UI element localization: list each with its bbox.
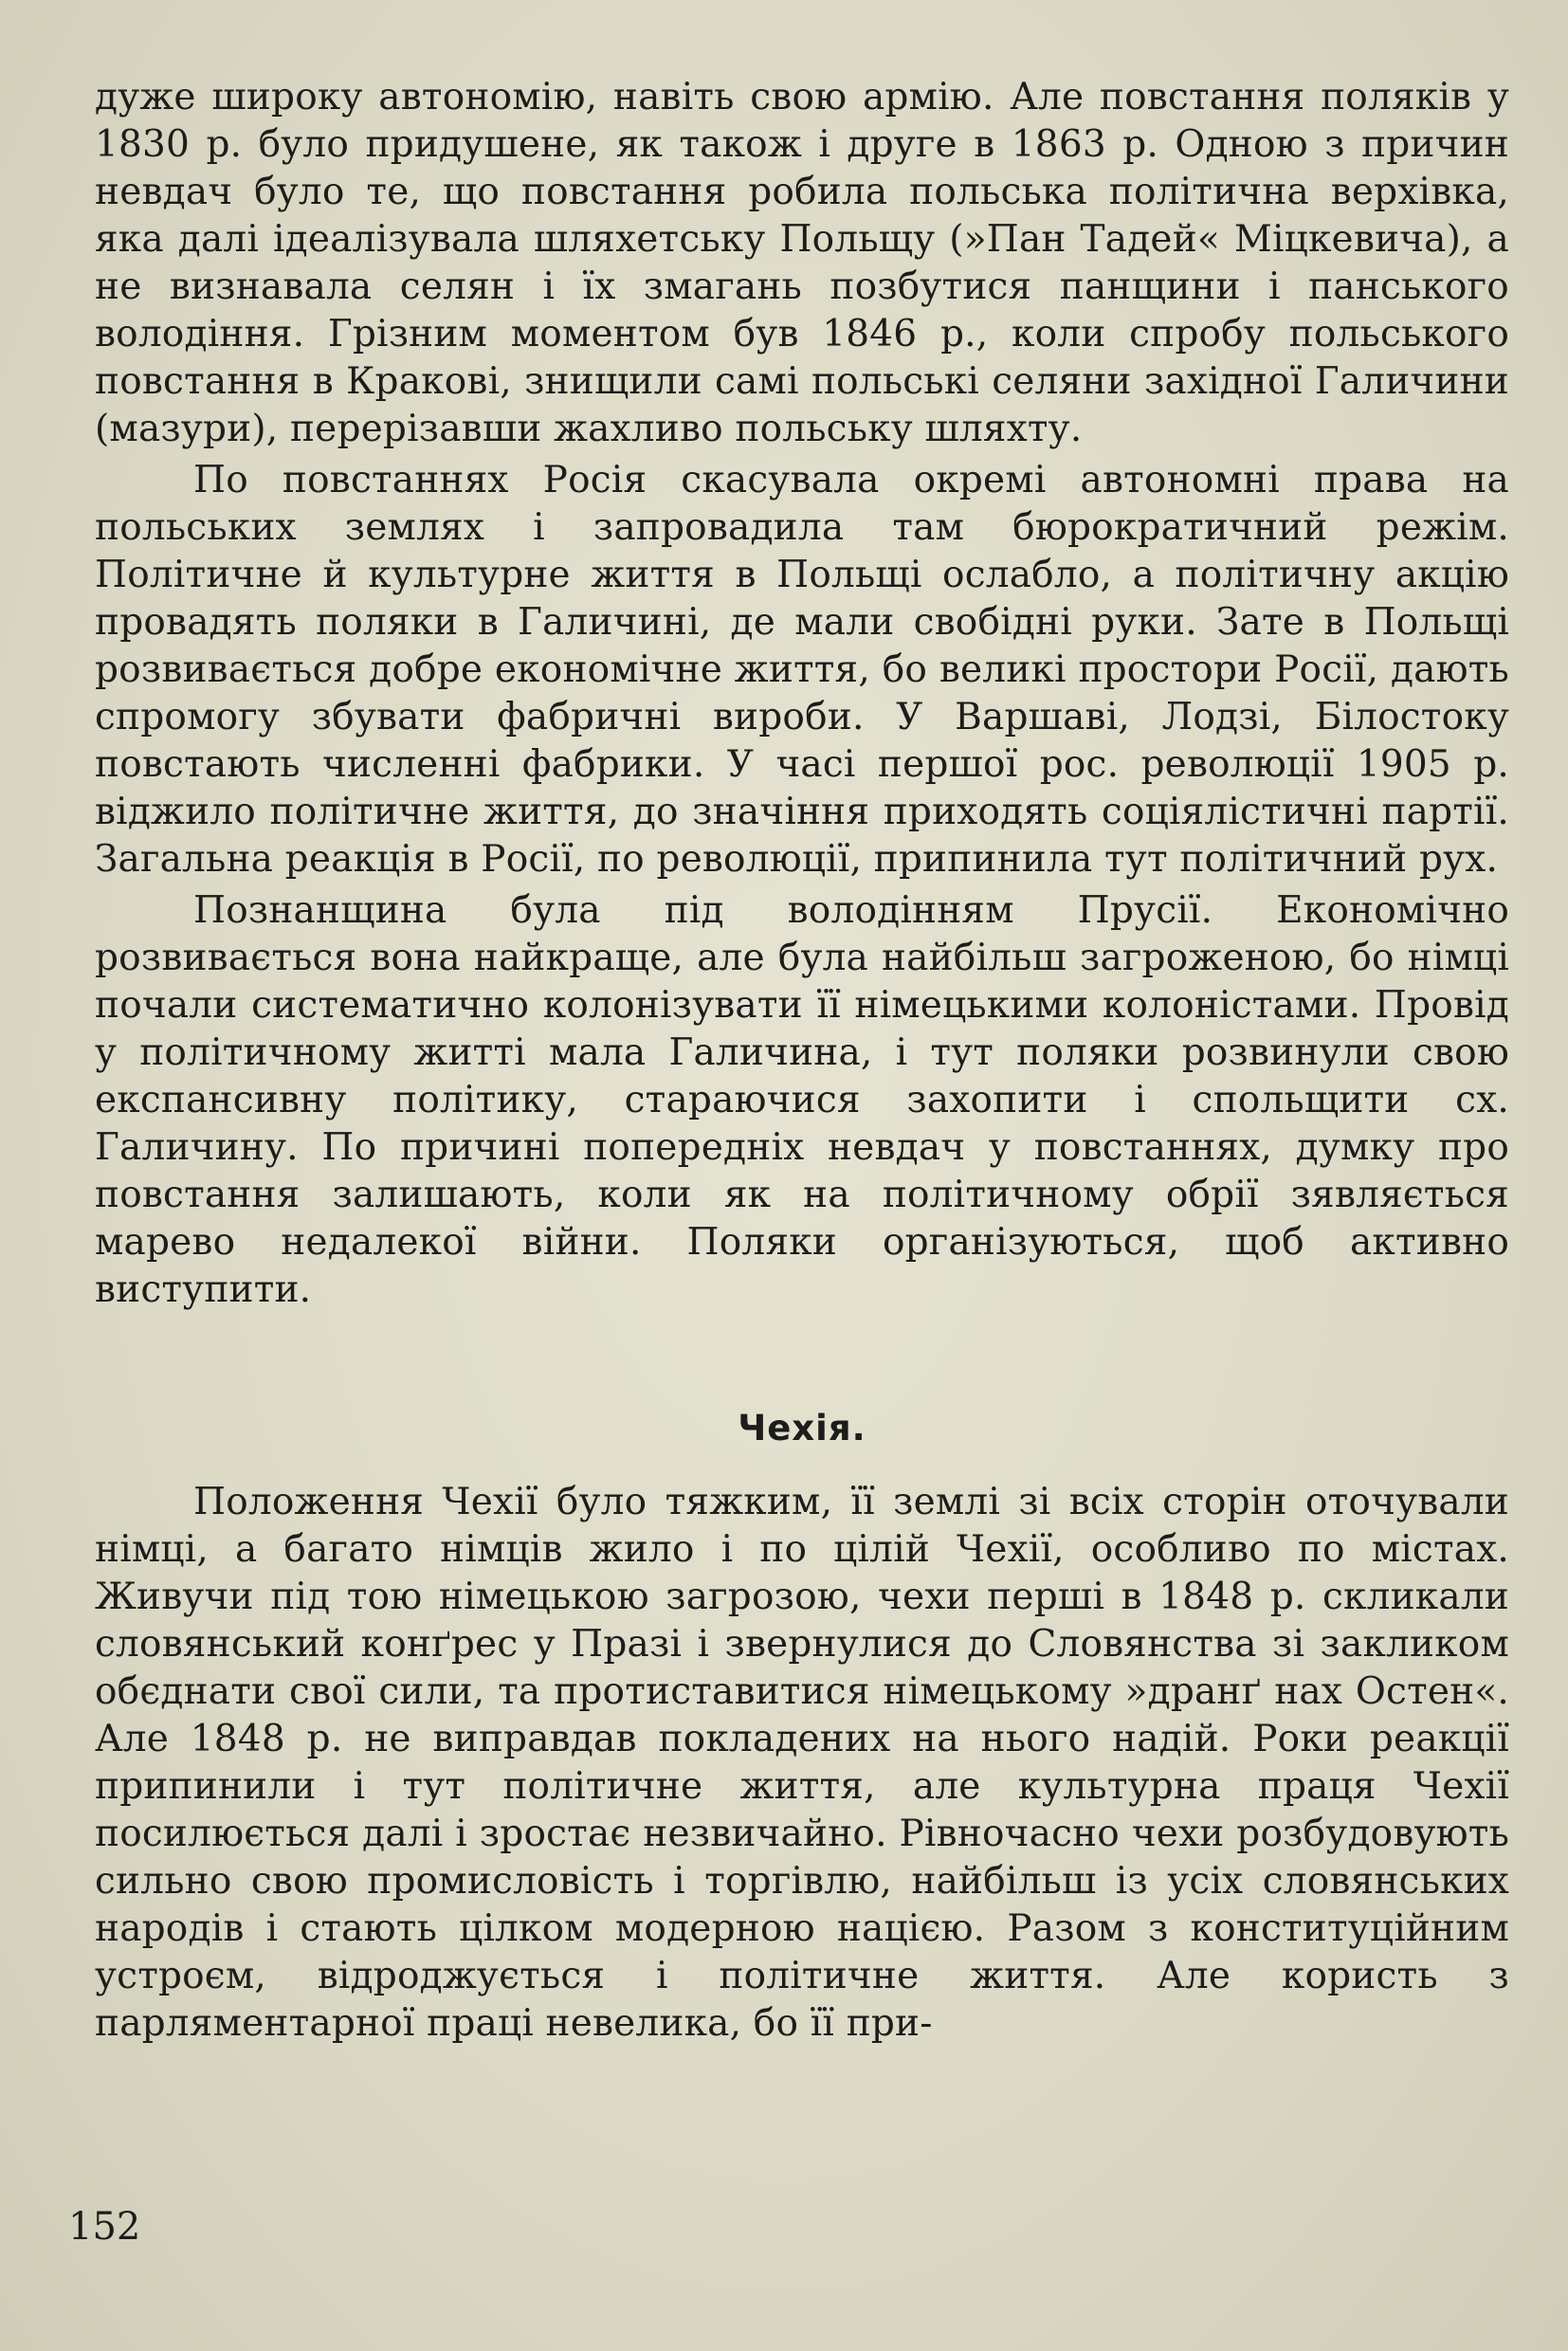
paragraph-czechia: Положення Чехії було тяжким, її землі зі всіх сторін оточували німці, а багато німців жило і по цілій Чехії, особливо по містах. Живучи під тою німецькою загрозою, чехи перші в 1848 р. скликали словянський конґрес у Празі і звернулися до Словянства зі закликом обєднати свої сили, та протиставитися німецькому »дранґ нах Остен«. Але 1848 р. не виправдав покладених на нього надій. Роки реакції припинили і тут політичне життя, але культурна праця Чехії посилюється далі і зростає незвичайно. Рівночасно чехи розбудовують сильно свою промисловість і торгівлю, найбільш із усіх словянських народів і стають цілком модерною нацією. Разом з конституційним устроєм, відроджується і політичне життя. Але користь з парляментарної праці невелика, бо її при- <box>95 1481 1509 2045</box>
section-heading: Чехія. <box>738 1408 866 1449</box>
page-number: 152 <box>68 2205 141 2249</box>
paragraph-poznan: Познанщина була під володінням Прусії. Економічно розвивається вона найкраще, але була найбільш загроженою, бо німці почали систематично колонізувати її німецькими колоністами. Провід у політичному житті мала Галичина, і тут поляки розвинули свою експансивну політику, стараючися захопити і спольщити сх. Галичину. По причині попередніх невдач у повстаннях, думку про повстання залишають, коли як на політичному обрії зявляється марево недалекої війни. Поляки організуються, щоб активно виступити. <box>95 889 1509 1311</box>
page-text <box>95 74 1509 2051</box>
paragraph-russian-rule: По повстаннях Росія скасувала окремі автономні права на польських землях і запровадила там бюрократичний режім. Політичне й культурне життя в Польщі ослабло, а політичну акцію провадять поляки в Галичині, де мали свобідні руки. Зате в Польщі розвивається добре економічне життя, бо великі простори Росії, дають спромогу збувати фабричні вироби. У Варшаві, Лодзі, Білостоку повстають численні фабрики. У часі першої рос. революції 1905 р. віджило політичне життя, до значіння приходять соціялістичні партії. Загальна реакція в Росії, по революції, припинила тут політичний рух. <box>95 459 1509 881</box>
paragraph-poland-uprisings: дуже широку автономію, навіть свою армію. Але повстання поляків у 1830 р. було придушене, як також і друге в 1863 р. Одною з причин невдач було те, що повстання робила польська політична верхівка, яка далі ідеалізувала шляхетську Польщу (»Пан Тадей« Міцкевича), а не визнавала селян і їх змагань позбутися панщини і панського володіння. Грізним моментом був 1846 р., коли спробу польського повстання в Кракові, знищили самі польські селяни західної Галичини (мазури), перерізавши жахливо польську шляхту. <box>95 76 1509 450</box>
